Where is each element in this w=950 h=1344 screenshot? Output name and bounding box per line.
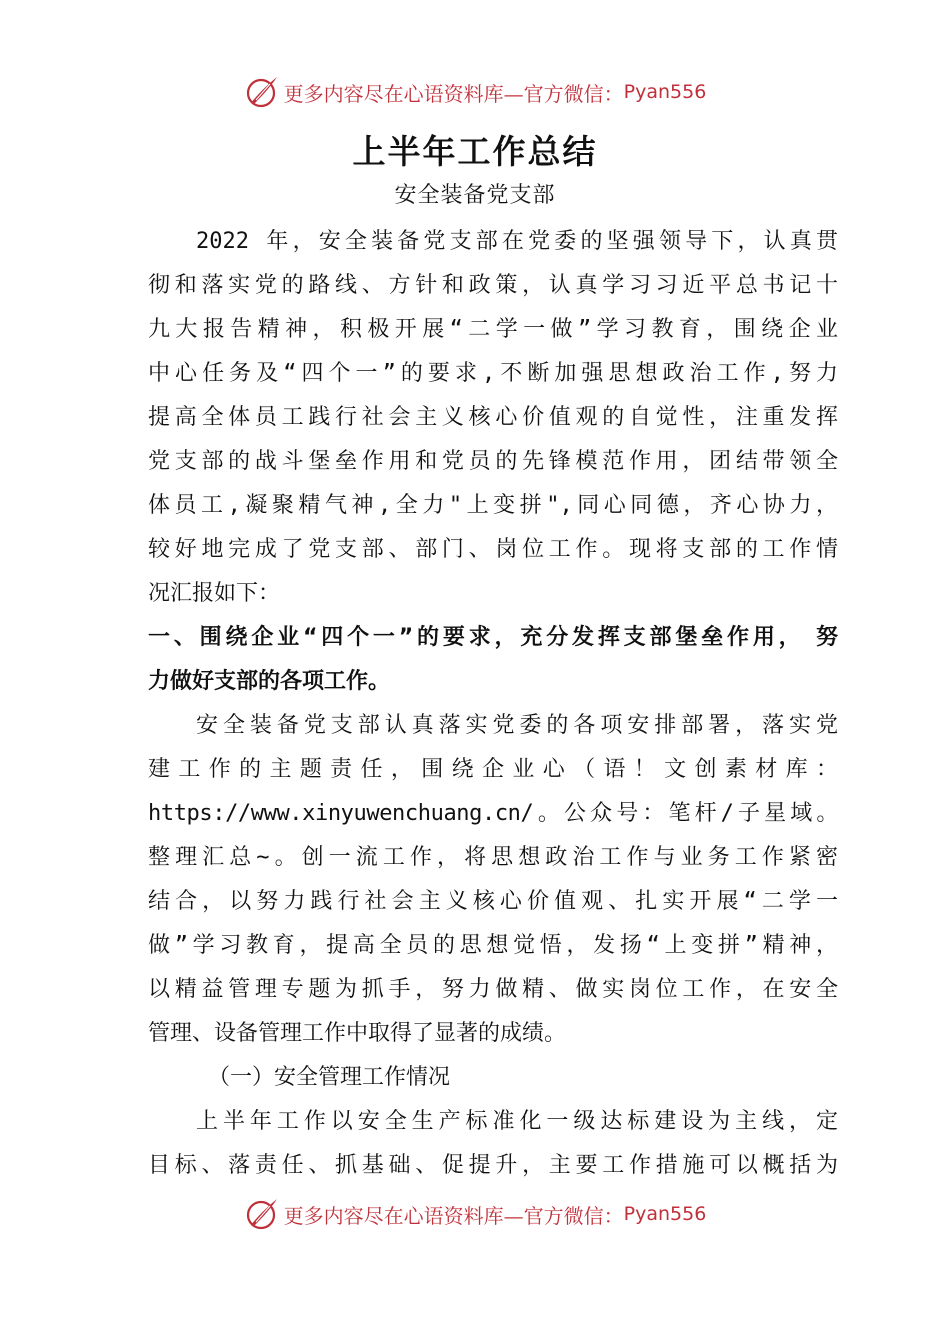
text-line: 九大报告精神，积极开展“二学一做”学习教育，围绕企业 [148, 317, 838, 342]
paragraph-safety [148, 1100, 838, 1188]
text-line: 提高全体员工践行社会主义核心价值观的自觉性，注重发挥 [148, 405, 838, 430]
section-heading-1 [148, 616, 838, 704]
text-line: 体员工,凝聚精气神,全力"上变拼",同心同德，齐心协力， [148, 493, 838, 518]
text-line: 整理汇总~。创一流工作，将思想政治工作与业务工作紧密 [148, 845, 838, 870]
footer-banner [0, 1194, 950, 1234]
text-line: 结合，以努力践行社会主义核心价值观、扎实开展“二学一 [148, 889, 838, 914]
document-subtitle: 安全装备党支部 [394, 183, 556, 208]
banner-text: 更多内容尽在心语资料库—官方微信： [283, 81, 624, 106]
header-banner [0, 72, 950, 112]
text-line: 管理、设备管理工作中取得了显著的成绩。 [148, 1021, 567, 1046]
text-line: 安全装备党支部认真落实党委的各项安排部署，落实党 [196, 713, 838, 738]
document-title: 上半年工作总结 [352, 132, 598, 171]
subheading-safety-management: （一）安全管理工作情况 [208, 1065, 451, 1090]
text-line: 中心任务及“四个一”的要求,不断加强思想政治工作,努力 [148, 361, 838, 386]
paragraph-intro [148, 220, 838, 616]
feather-seal-icon [244, 74, 280, 110]
text-line: 以精益管理专题为抓手，努力做精、做实岗位工作，在安全 [148, 977, 838, 1002]
paragraph-section-1 [148, 704, 838, 1056]
banner-wechat-id: Pyan556 [623, 81, 707, 103]
document-body [148, 220, 838, 1188]
text-line: 况汇报如下： [148, 581, 281, 606]
heading-line: 力做好支部的各项工作。 [148, 669, 391, 694]
banner-wechat-id: Pyan556 [623, 1203, 707, 1225]
text-line: 建工作的主题责任，围绕企业心（语！文创素材库： [148, 757, 838, 782]
heading-line: 一、围绕企业“四个一”的要求，充分发挥支部堡垒作用， 努 [148, 625, 838, 650]
text-line: 较好地完成了党支部、部门、岗位工作。现将支部的工作情 [148, 537, 838, 562]
feather-seal-icon [244, 1196, 280, 1232]
text-line: 目标、落责任、抓基础、促提升，主要工作措施可以概括为 [148, 1153, 838, 1178]
text-line: 党支部的战斗堡垒作用和党员的先锋模范作用，团结带领全 [148, 449, 838, 474]
text-line: 2022 年，安全装备党支部在党委的坚强领导下，认真贯 [196, 229, 838, 254]
text-line: 上半年工作以安全生产标准化一级达标建设为主线，定 [196, 1109, 838, 1134]
text-line: 彻和落实党的路线、方针和政策，认真学习习近平总书记十 [148, 273, 838, 298]
text-line: https://www.xinyuwenchuang.cn/。公众号：笔杆/子星域。 [148, 801, 838, 826]
text-line: 做”学习教育，提高全员的思想觉悟，发扬“上变拼”精神， [148, 933, 838, 958]
banner-text: 更多内容尽在心语资料库—官方微信： [283, 1203, 624, 1228]
